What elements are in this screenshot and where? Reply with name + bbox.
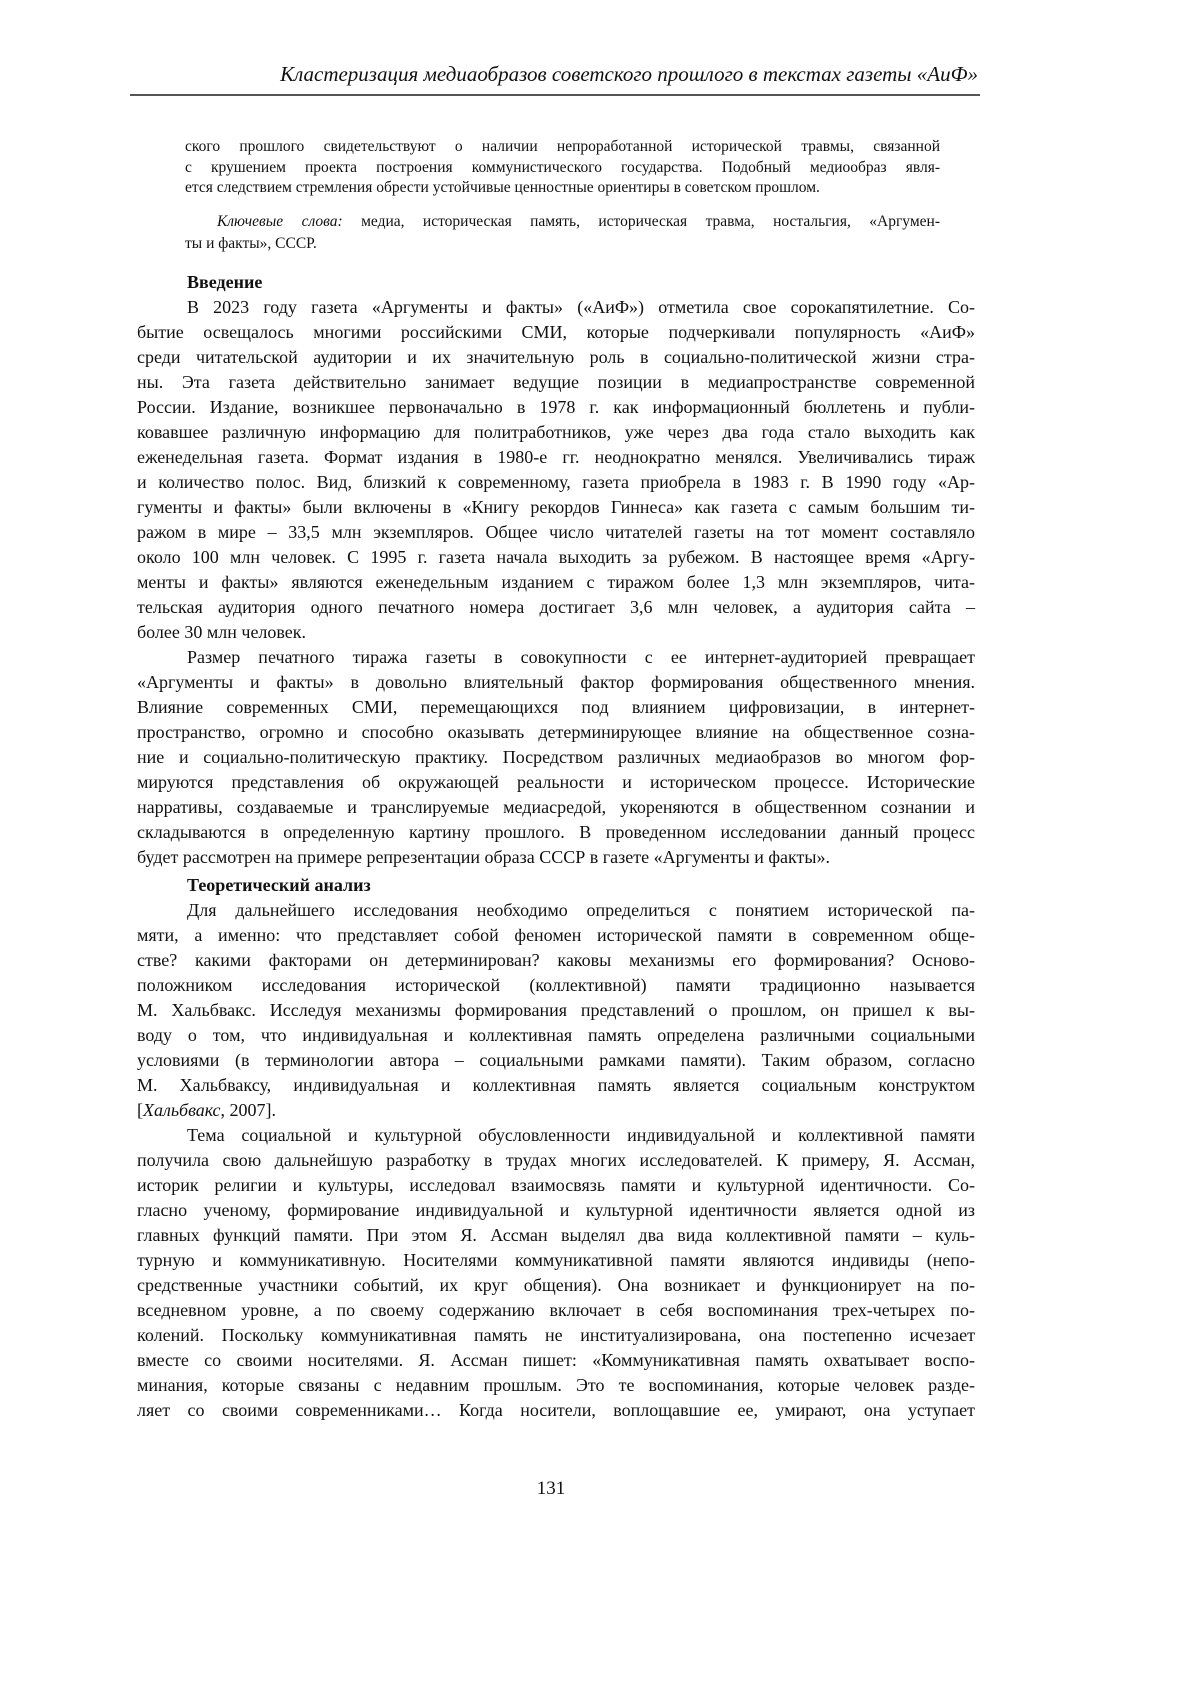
text-line: России. Издание, возникшее первоначально в 1978 г. как информационный бюллетень и публи- <box>137 395 975 420</box>
keywords-line <box>185 211 940 233</box>
text-line: ляет со своими современниками… Когда носители, воплощавшие ее, умирают, она уступает <box>137 1398 975 1423</box>
text-line: турную и коммуникативную. Носителями коммуникативной памяти являются индивиды (непо- <box>137 1248 975 1273</box>
section-heading: Введение <box>137 270 975 295</box>
keywords-label: Ключевые слова: <box>217 213 343 230</box>
text-line: вместе со своими носителями. Я. Ассман пишет: «Коммуникативная память охватывает воспо- <box>137 1348 975 1373</box>
text-line: Для дальнейшего исследования необходимо определиться с понятием исторической па- <box>137 898 975 923</box>
text-line: Размер печатного тиража газеты в совокупности с ее интернет-аудиторией превращает <box>137 645 975 670</box>
citation-author: Хальбвакс <box>143 1100 221 1120</box>
text-line: Тема социальной и культурной обусловленности индивидуальной и коллективной памяти <box>137 1123 975 1148</box>
citation-text: , 2007]. <box>221 1100 277 1120</box>
text-line: складываются в определенную картину прошлого. В проведенном исследовании данный процесс <box>137 820 975 845</box>
text-line: гументы и факты» были включены в «Книгу рекордов Гиннеса» как газета с самым большим ти- <box>137 495 975 520</box>
abstract-line: ского прошлого свидетельствуют о наличии непроработанной исторической травмы, связанной <box>185 137 940 158</box>
text-line <box>137 1098 975 1123</box>
running-head: Кластеризация медиаобразов советского прошлого в текстах газеты «АиФ» <box>280 62 978 87</box>
text-line: воду о том, что индивидуальная и коллективная память определена различными социальными <box>137 1023 975 1048</box>
text-line: положником исследования исторической (коллективной) памяти традиционно называется <box>137 973 975 998</box>
text-line: колений. Поскольку коммуникативная память не институализирована, она постепенно исчезает <box>137 1323 975 1348</box>
text-line: около 100 млн человек. С 1995 г. газета начала выходить за рубежом. В настоящее время «Аргу- <box>137 545 975 570</box>
text-line: средственные участники событий, их круг общения). Она возникает и функционирует на по- <box>137 1273 975 1298</box>
text-line: М. Хальбвакс. Исследуя механизмы формирования представлений о прошлом, он пришел к вы- <box>137 998 975 1023</box>
text-line: бытие освещалось многими российскими СМИ, которые подчеркивали популярность «АиФ» <box>137 320 975 345</box>
body-text <box>137 268 975 1423</box>
text-line: ражом в мире – 33,5 млн экземпляров. Общее число читателей газеты на тот момент составляло <box>137 520 975 545</box>
text-line: менты и факты» являются еженедельным изданием с тиражом более 1,3 млн экземпляров, чита- <box>137 570 975 595</box>
text-line: «Аргументы и факты» в довольно влиятельный фактор формирования общественного мнения. <box>137 670 975 695</box>
paragraph <box>137 898 975 1123</box>
page-number: 131 <box>0 1478 1102 1500</box>
text-line: ны. Эта газета действительно занимает ведущие позиции в медиапространстве современной <box>137 370 975 395</box>
text-line: условиями (в терминологии автора – социальными рамками памяти). Таким образом, согласно <box>137 1048 975 1073</box>
keywords-text: медиа, историческая память, историческая травма, ностальгия, «Аргумен- <box>343 213 940 230</box>
text-line: будет рассмотрен на примере репрезентации образа СССР в газете «Аргументы и факты». <box>137 845 975 870</box>
text-line: ние и социально-политическую практику. Посредством различных медиаобразов во многом фор- <box>137 745 975 770</box>
text-line: среди читательской аудитории и их значительную роль в социально-политической жизни стра- <box>137 345 975 370</box>
text-line: минания, которые связаны с недавним прошлым. Это те воспоминания, которые человек разде- <box>137 1373 975 1398</box>
citation-text: [ <box>137 1100 143 1120</box>
text-line: ковавшее различную информацию для политработников, уже через два года стало выходить как <box>137 420 975 445</box>
text-line: тельская аудитория одного печатного номера достигает 3,6 млн человек, а аудитория сайта – <box>137 595 975 620</box>
section-heading: Теоретический анализ <box>137 873 975 898</box>
text-line: гласно ученому, формирование индивидуальной и культурной идентичности является одной из <box>137 1198 975 1223</box>
text-line: еженедельная газета. Формат издания в 1980-е гг. неоднократно менялся. Увеличивались тираж <box>137 445 975 470</box>
keywords <box>185 211 940 255</box>
text-line: мяти, а именно: что представляет собой феномен исторической памяти в современном обще- <box>137 923 975 948</box>
text-line: Влияние современных СМИ, перемещающихся под влиянием цифровизации, в интернет- <box>137 695 975 720</box>
header-rule <box>130 94 980 96</box>
text-line: пространство, огромно и способно оказывать детерминирующее влияние на общественное созна- <box>137 720 975 745</box>
text-line: нарративы, создаваемые и транслируемые медиасредой, укореняются в общественном сознании и <box>137 795 975 820</box>
text-line: М. Хальбваксу, индивидуальная и коллективная память является социальным конструктом <box>137 1073 975 1098</box>
text-line: более 30 млн человек. <box>137 620 975 645</box>
paragraph <box>137 1123 975 1423</box>
abstract <box>185 137 940 199</box>
text-line: стве? какими факторами он детерминирован? каковы механизмы его формирования? Осново- <box>137 948 975 973</box>
text-line: получила свою дальнейшую разработку в трудах многих исследователей. К примеру, Я. Ассман, <box>137 1148 975 1173</box>
text-line: главных функций памяти. При этом Я. Ассман выделял два вида коллективной памяти – куль- <box>137 1223 975 1248</box>
text-line: историк религии и культуры, исследовал взаимосвязь памяти и культурной идентичности. Со- <box>137 1173 975 1198</box>
abstract-line: с крушением проекта построения коммунистического государства. Подобный медиообраз явля- <box>185 158 940 179</box>
keywords-line: ты и факты», СССР. <box>185 233 940 255</box>
abstract-line: ется следствием стремления обрести устойчивые ценностные ориентиры в советском прошлом. <box>185 178 940 199</box>
paragraph <box>137 645 975 870</box>
text-line: мируются представления об окружающей реальности и историческом процессе. Исторические <box>137 770 975 795</box>
text-line: и количество полос. Вид, близкий к современному, газета приобрела в 1983 г. В 1990 году «Ар- <box>137 470 975 495</box>
text-line: вседневном уровне, а по своему содержанию включает в себя воспоминания трех-четырех по- <box>137 1298 975 1323</box>
paragraph <box>137 295 975 645</box>
text-line: В 2023 году газета «Аргументы и факты» («АиФ») отметила свое сорокапятилетние. Со- <box>137 295 975 320</box>
